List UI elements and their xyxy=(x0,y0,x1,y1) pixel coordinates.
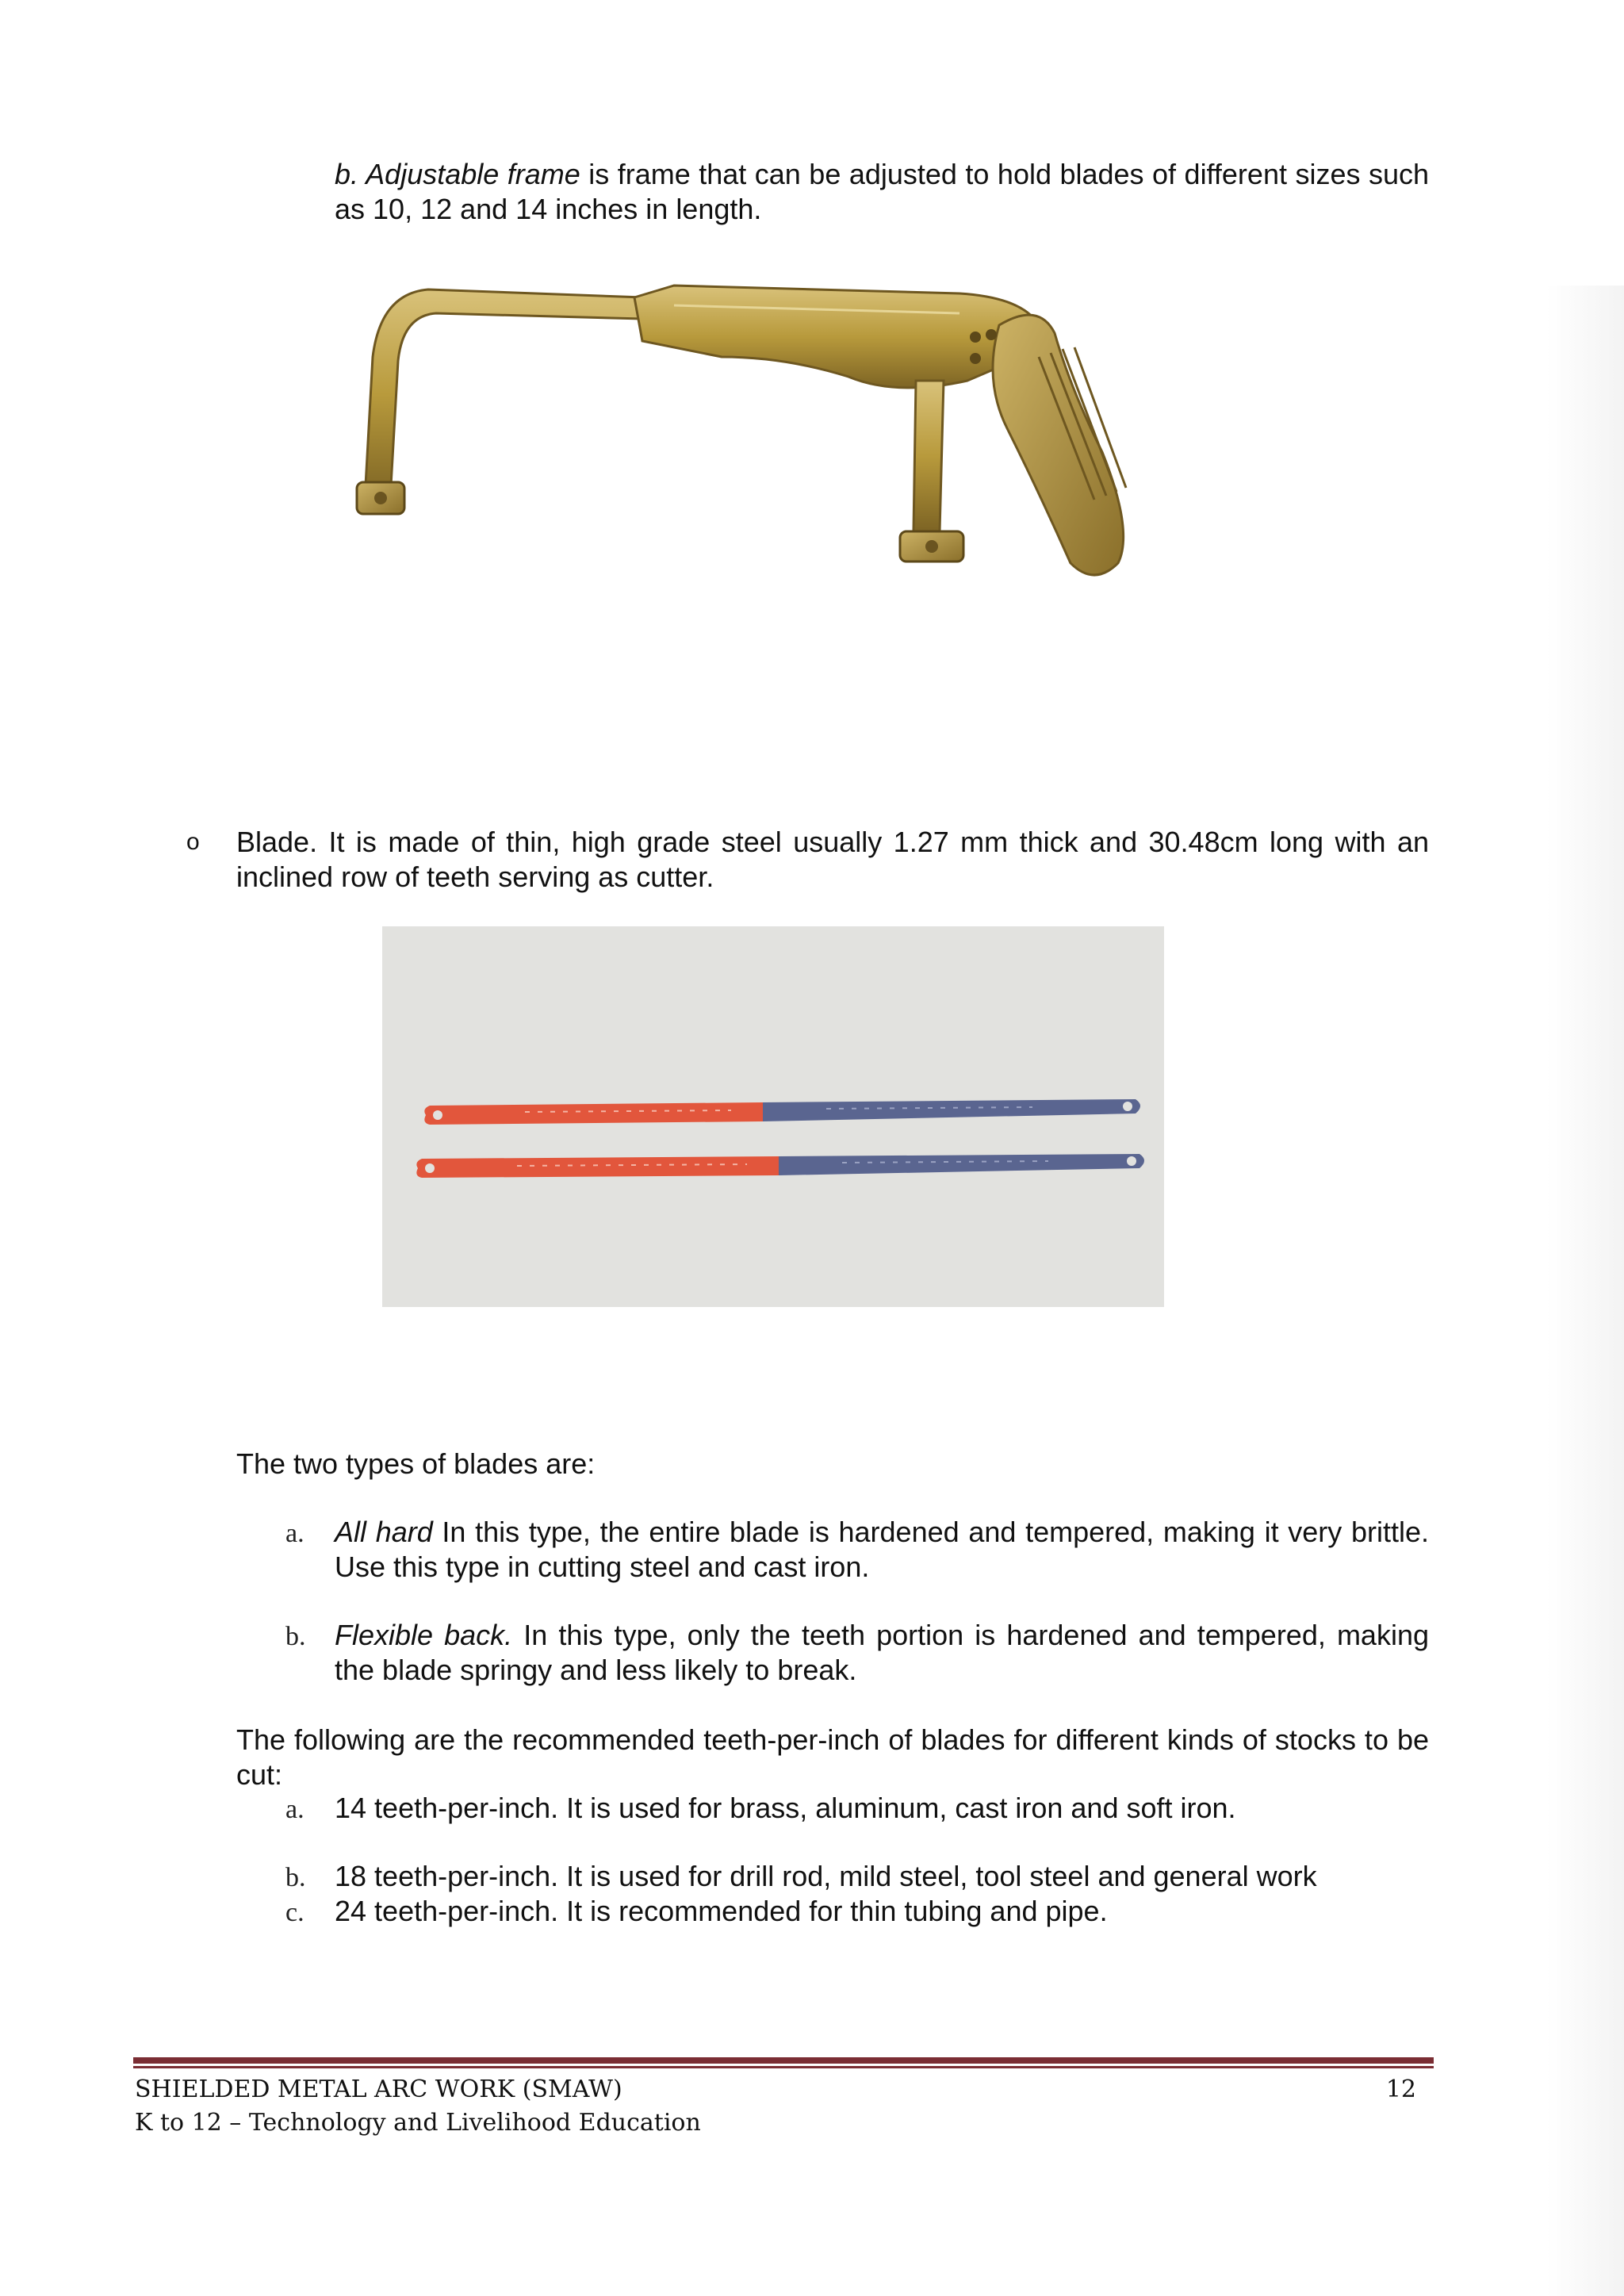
blade-type-a-marker: a. xyxy=(285,1519,304,1548)
teeth-a-marker: a. xyxy=(285,1795,304,1824)
teeth-intro: The following are the recommended teeth-per-inch of blades for different kinds of stocks to be cut: xyxy=(236,1723,1429,1791)
teeth-b-marker: b. xyxy=(285,1863,306,1892)
footer-rule-thin xyxy=(133,2066,1434,2068)
blade-types-intro: The two types of blades are: xyxy=(236,1447,596,1480)
adjustable-frame-term: b. Adjustable frame xyxy=(335,158,580,190)
footer-title: SHIELDED METAL ARC WORK (SMAW) xyxy=(135,2076,622,2103)
adjustable-frame-text: is frame that can be adjusted to hold blades of different sizes such as 10, 12 and 14 inches in length. xyxy=(335,158,1429,225)
footer-rule-thick xyxy=(133,2057,1434,2064)
adjustable-frame-paragraph xyxy=(335,157,1429,227)
blade-type-b-item xyxy=(335,1618,1429,1688)
blade-type-b-text: In this type, only the teeth portion is hardened and tempered, making the blade springy and less likely to break. xyxy=(335,1619,1429,1686)
hacksaw-blades-illustration xyxy=(382,926,1164,1307)
blade-type-a-term: All hard xyxy=(335,1516,433,1548)
hacksaw-frame-illustration xyxy=(341,270,1142,619)
blade-type-b-term: Flexible back. xyxy=(335,1619,513,1651)
footer-page-number: 12 xyxy=(1385,2076,1416,2103)
blade-bullet-marker: o xyxy=(186,829,200,855)
page-edge-shadow xyxy=(1546,286,1624,2296)
teeth-b-item: 18 teeth-per-inch. It is used for drill rod, mild steel, tool steel and general work xyxy=(335,1860,1317,1892)
blades-image xyxy=(382,926,1164,1307)
blade-paragraph: Blade. It is made of thin, high grade steel usually 1.27 mm thick and 30.48cm long with an inclined row of teeth serving as cutter. xyxy=(236,826,1429,893)
adjustable-frame-image xyxy=(341,270,1142,619)
teeth-a-item: 14 teeth-per-inch. It is used for brass, aluminum, cast iron and soft iron. xyxy=(335,1792,1236,1824)
footer-subtitle: K to 12 – Technology and Livelihood Education xyxy=(135,2109,701,2137)
blade-type-a-text: In this type, the entire blade is hardened and tempered, making it very brittle. Use this type in cutting steel and cast iron. xyxy=(335,1516,1430,1583)
blade-type-b-marker: b. xyxy=(285,1622,306,1651)
teeth-c-marker: c. xyxy=(285,1898,304,1927)
teeth-c-item: 24 teeth-per-inch. It is recommended for thin tubing and pipe. xyxy=(335,1895,1108,1927)
blade-type-a-item xyxy=(335,1515,1429,1585)
